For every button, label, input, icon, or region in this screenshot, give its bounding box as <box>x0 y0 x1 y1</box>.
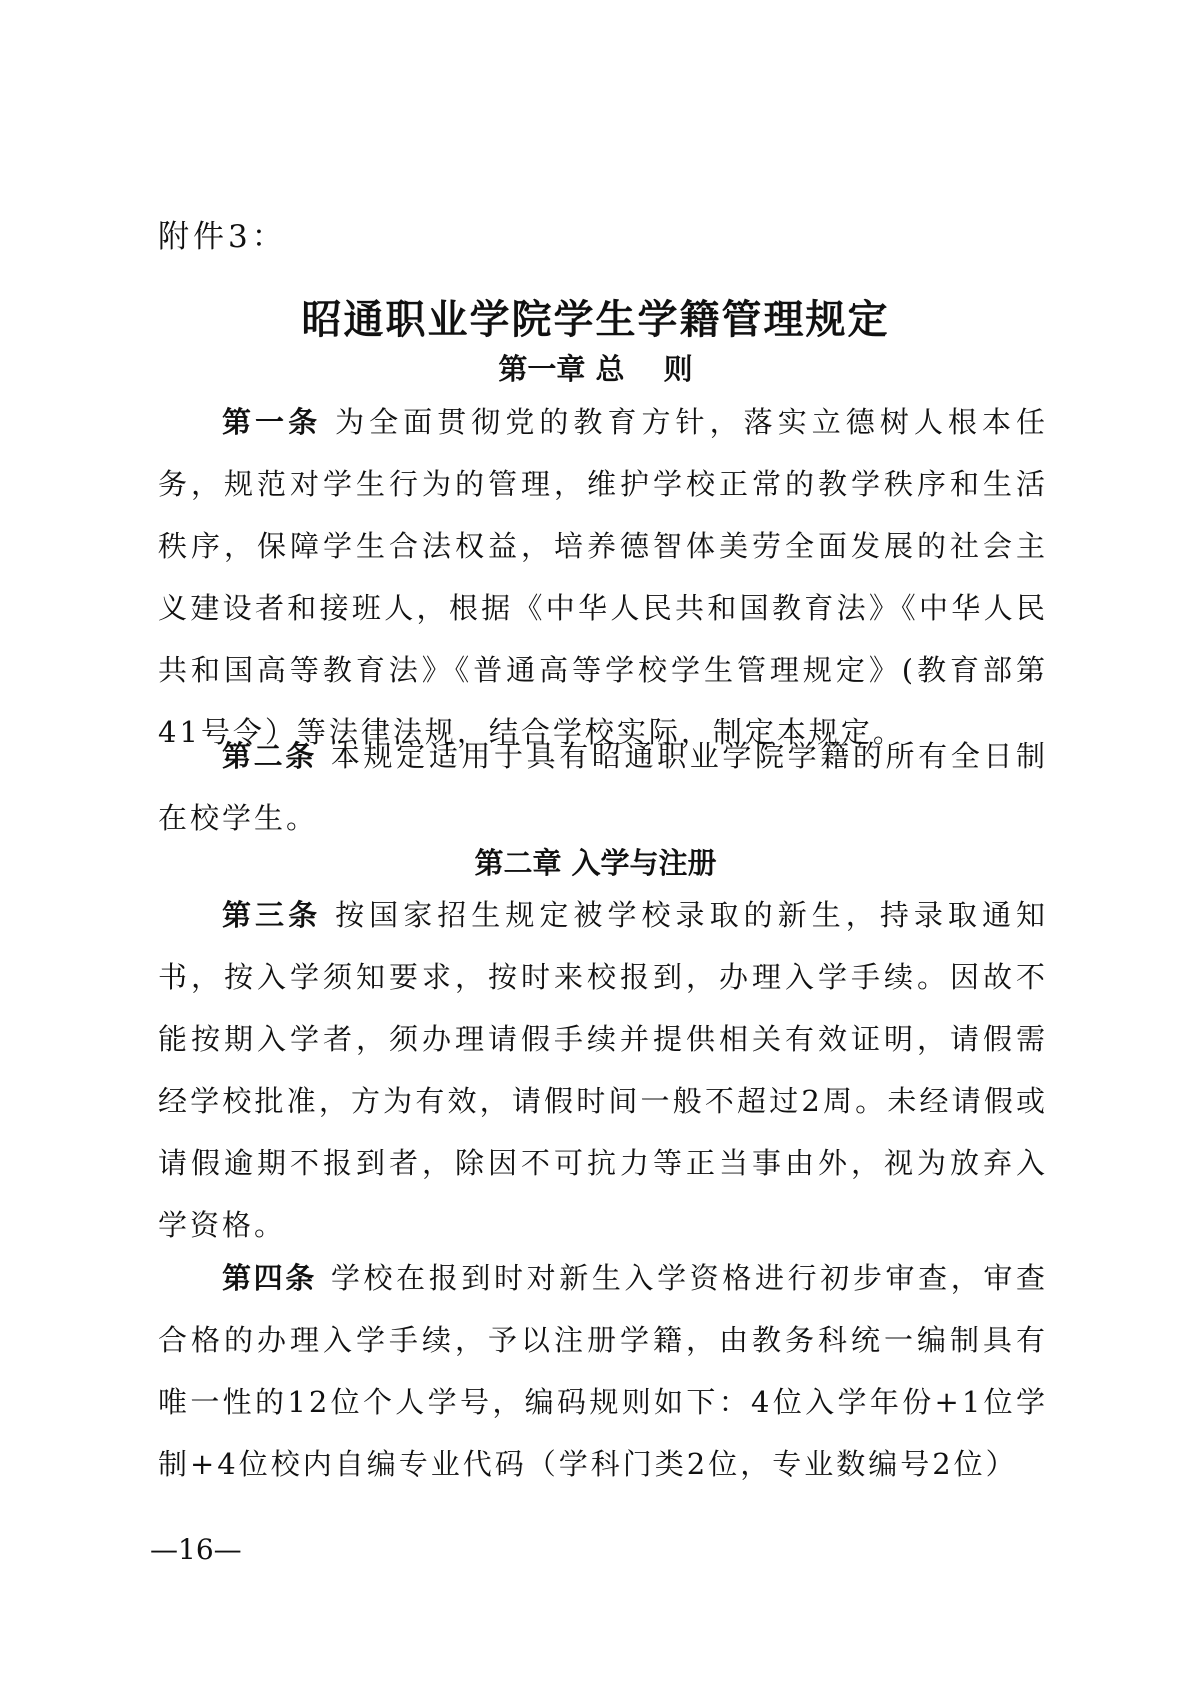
article-3 <box>158 884 1048 1256</box>
article-text: 为全面贯彻党的教育方针，落实立德树人根本任务，规范对学生行为的管理，维护学校正常的教学秩序和生活秩序，保障学生合法权益，培养德智体美劳全面发展的社会主义建设者和接班人，根据《中华人民共和国教育法》《中华人民共和国高等教育法》《普通高等学校学生管理规定》(教育部第41号令）等法律法规，结合学校实际，制定本规定。 <box>158 405 1048 749</box>
article-1 <box>158 391 1048 763</box>
article-4 <box>158 1247 1048 1495</box>
article-text: 本规定适用于具有昭通职业学院学籍的所有全日制在校学生。 <box>158 739 1048 835</box>
article-text: 学校在报到时对新生入学资格进行初步审查，审查合格的办理入学手续，予以注册学籍，由教务科统一编制具有唯一性的12位个人学号，编码规则如下：4位入学年份+1位学制+4位校内自编专业代码（学科门类2位，专业数编号2位） <box>158 1261 1048 1481</box>
page-number: —16— <box>150 1533 242 1566</box>
article-label: 第二条 <box>222 739 317 773</box>
chapter-heading-1: 第一章 总 则 <box>498 352 693 386</box>
article-label: 第四条 <box>222 1261 317 1295</box>
document-title: 昭通职业学院学生学籍管理规定 <box>301 297 890 343</box>
article-2 <box>158 725 1048 849</box>
article-label: 第一条 <box>222 405 322 439</box>
article-text: 按国家招生规定被学校录取的新生，持录取通知书，按入学须知要求，按时来校报到，办理入学手续。因故不能按期入学者，须办理请假手续并提供相关有效证明，请假需经学校批准，方为有效，请假时间一般不超过2周。未经请假或请假逾期不报到者，除因不可抗力等正当事由外，视为放弃入学资格。 <box>158 898 1048 1242</box>
article-label: 第三条 <box>222 898 322 932</box>
attachment-label: 附件3： <box>158 219 287 255</box>
chapter-heading-2: 第二章 入学与注册 <box>474 846 717 880</box>
